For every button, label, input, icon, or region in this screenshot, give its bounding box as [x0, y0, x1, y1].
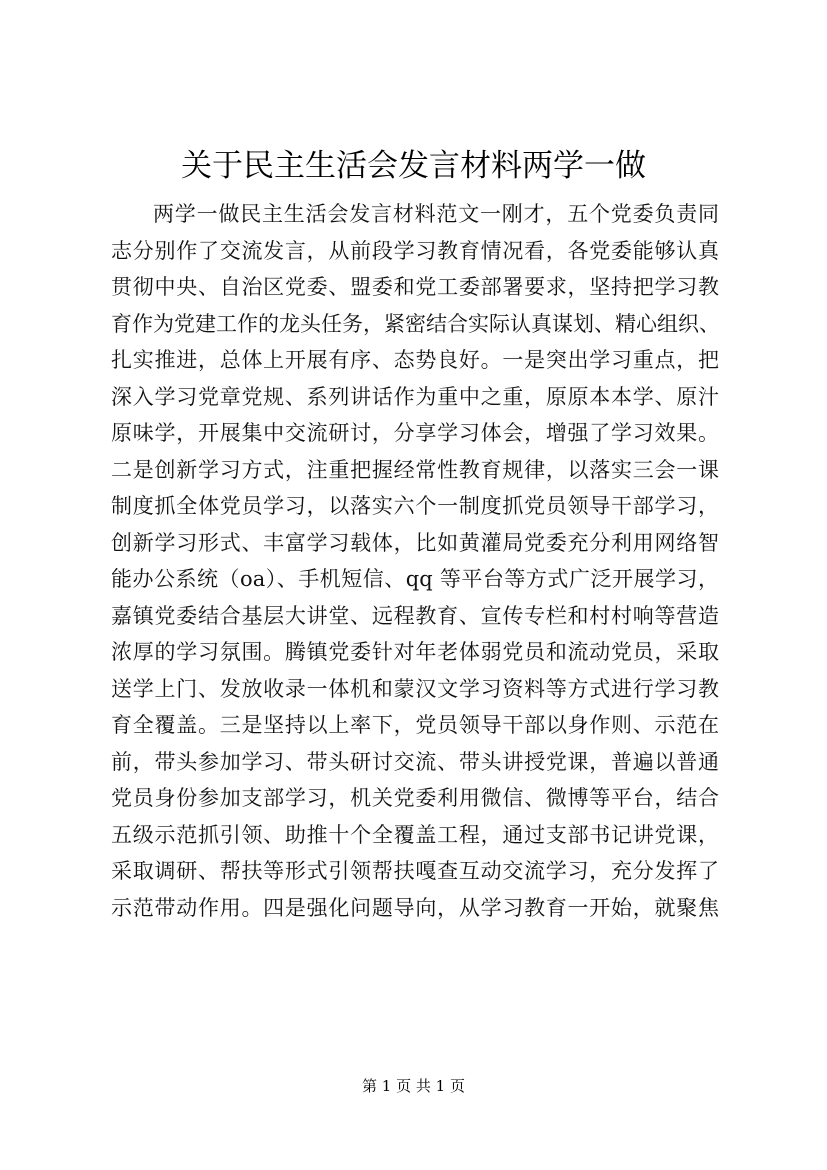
text-line: 原味学，开展集中交流研讨，分享学习体会，增强了学习效果。 [111, 421, 719, 445]
body-paragraph [111, 196, 719, 926]
text-line: 育全覆盖。三是坚持以上率下，党员领导干部以身作则、示范在 [111, 713, 719, 737]
text-line: 能办公系统（oa）、手机短信、qq 等平台等方式广泛开展学习， [111, 567, 719, 591]
text-line: 送学上门、发放收录一体机和蒙汉文学习资料等方式进行学习教 [111, 676, 719, 701]
text-line: 深入学习党章党规、系列讲话作为重中之重，原原本本学、原汁 [111, 384, 719, 409]
text-line: 志分别作了交流发言，从前段学习教育情况看，各党委能够认真 [111, 238, 719, 263]
text-line: 党员身份参加支部学习，机关党委利用微信、微博等平台，结合 [111, 786, 719, 810]
text-line: 制度抓全体党员学习，以落实六个一制度抓党员领导干部学习， [111, 494, 719, 518]
text-line: 前，带头参加学习、带头研讨交流、带头讲授党课，普遍以普通 [111, 749, 719, 774]
text-line: 育作为党建工作的龙头任务，紧密结合实际认真谋划、精心组织、 [111, 311, 720, 336]
text-line: 创新学习形式、丰富学习载体，比如黄灌局党委充分利用网络智 [111, 530, 719, 555]
text-line: 示范带动作用。四是强化问题导向，从学习教育一开始，就聚焦 [111, 895, 719, 920]
text-line: 五级示范抓引领、助推十个全覆盖工程，通过支部书记讲党课， [111, 822, 719, 847]
text-line: 两学一做民主生活会发言材料范文一刚才，五个党委负责同 [153, 202, 719, 226]
text-line: 浓厚的学习氛围。腾镇党委针对年老体弱党员和流动党员，采取 [111, 640, 719, 664]
text-line: 二是创新学习方式，注重把握经常性教育规律，以落实三会一课 [111, 457, 719, 482]
text-line: 贯彻中央、自治区党委、盟委和党工委部署要求，坚持把学习教 [111, 275, 719, 299]
document-title: 关于民主生活会发言材料两学一做 [181, 148, 646, 184]
text-line: 嘉镇党委结合基层大讲堂、远程教育、宣传专栏和村村响等营造 [111, 603, 719, 628]
page-number-footer: 第 1 页 共 1 页 [362, 1077, 465, 1095]
text-line: 扎实推进，总体上开展有序、态势良好。一是突出学习重点，把 [111, 348, 719, 372]
text-line: 采取调研、帮扶等形式引领帮扶嘎查互动交流学习，充分发挥了 [111, 859, 719, 883]
